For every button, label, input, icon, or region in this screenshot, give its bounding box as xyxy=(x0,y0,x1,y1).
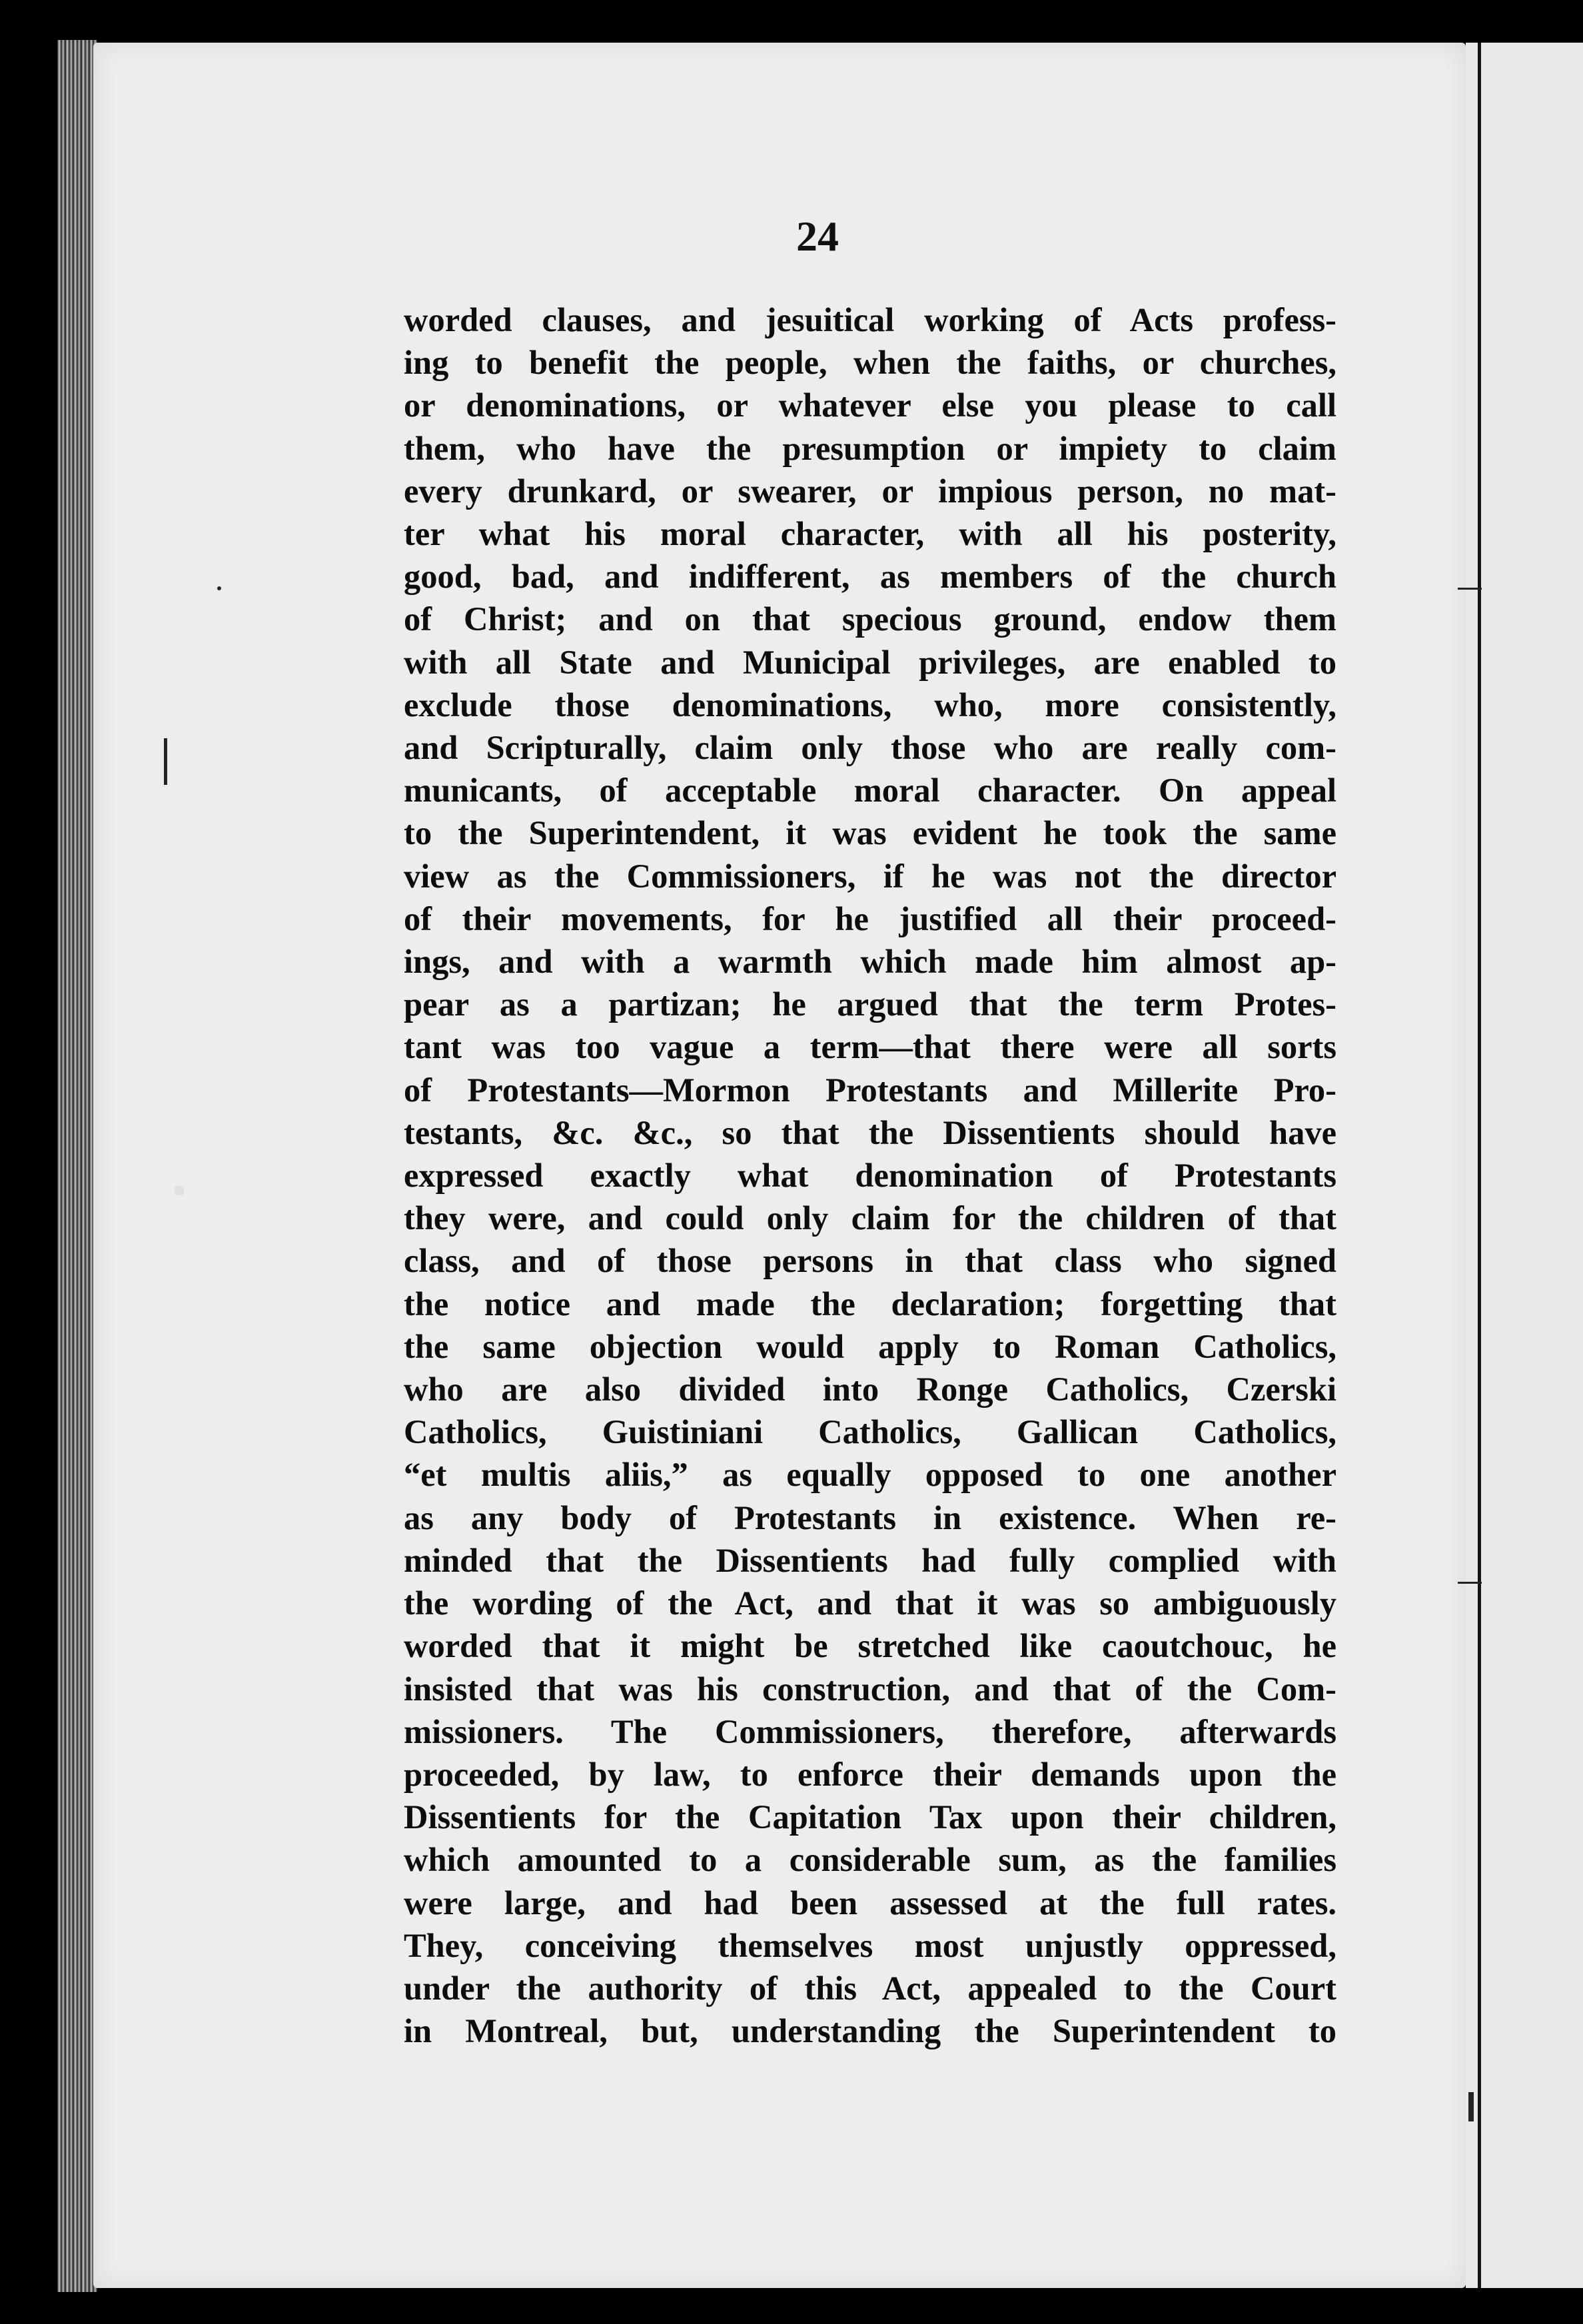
text-line: were large, and had been assessed at the full rates. xyxy=(404,1884,1336,1922)
text-line: in Montreal, but, understanding the Superintendent to xyxy=(404,2012,1336,2050)
text-line: who are also divided into Ronge Catholics, Czerski xyxy=(404,1371,1336,1409)
margin-mark xyxy=(217,586,221,590)
text-line: every drunkard, or swearer, or impious person, no mat- xyxy=(404,472,1336,510)
text-line: worded that it might be stretched like caoutchouc, he xyxy=(404,1627,1336,1665)
text-line: tant was too vague a term—that there were all sorts xyxy=(404,1028,1336,1066)
text-line: with all State and Municipal privileges, are enabled to xyxy=(404,643,1336,681)
text-line: the same objection would apply to Roman Catholics, xyxy=(404,1327,1336,1365)
margin-mark xyxy=(1468,2092,1474,2121)
text-line: “et multis aliis,” as equally opposed to one another xyxy=(404,1456,1336,1494)
page-edges xyxy=(57,40,97,2292)
margin-mark xyxy=(1458,588,1482,590)
margin-mark xyxy=(164,738,167,785)
text-line: worded clauses, and jesuitical working of Acts profess- xyxy=(404,301,1336,338)
text-line: good, bad, and indifferent, as members of the church xyxy=(404,558,1336,596)
text-line: the wording of the Act, and that it was so ambiguously xyxy=(404,1584,1336,1622)
text-line: exclude those denominations, who, more consistently, xyxy=(404,686,1336,724)
page-number: 24 xyxy=(796,213,839,260)
text-line: They, conceiving themselves most unjustly oppressed, xyxy=(404,1926,1336,1964)
text-line: under the authority of this Act, appealed to the Court xyxy=(404,1969,1336,2007)
margin-mark xyxy=(175,1186,184,1195)
text-line: or denominations, or whatever else you please to call xyxy=(404,386,1336,424)
text-line: of Christ; and on that specious ground, endow them xyxy=(404,600,1336,638)
text-line: Dissentients for the Capitation Tax upon their children, xyxy=(404,1798,1336,1836)
text-line: Catholics, Guistiniani Catholics, Gallican Catholics, xyxy=(404,1413,1336,1451)
text-line: view as the Commissioners, if he was not the director xyxy=(404,857,1336,895)
gutter-line xyxy=(1478,43,1481,2288)
text-line: and Scripturally, claim only those who are really com- xyxy=(404,729,1336,767)
body-text xyxy=(404,298,1336,2052)
text-line: ing to benefit the people, when the faiths, or churches, xyxy=(404,344,1336,382)
text-line: minded that the Dissentients had fully complied with xyxy=(404,1541,1336,1579)
text-line: which amounted to a considerable sum, as the families xyxy=(404,1841,1336,1879)
text-line: class, and of those persons in that class who signed xyxy=(404,1242,1336,1280)
text-line: of Protestants—Mormon Protestants and Millerite Pro- xyxy=(404,1071,1336,1109)
text-line: ings, and with a warmth which made him almost ap- xyxy=(404,943,1336,981)
text-line: testants, &c. &c., so that the Dissentients should have xyxy=(404,1113,1336,1151)
text-line: missioners. The Commissioners, therefore, afterwards xyxy=(404,1712,1336,1750)
text-line: as any body of Protestants in existence. When re- xyxy=(404,1498,1336,1536)
text-line: expressed exactly what denomination of Protestants xyxy=(404,1157,1336,1195)
text-line: of their movements, for he justified all their proceed- xyxy=(404,899,1336,937)
text-line: to the Superintendent, it was evident he took the same xyxy=(404,814,1336,852)
text-line: pear as a partizan; he argued that the term Protes- xyxy=(404,985,1336,1023)
text-line: proceeded, by law, to enforce their demands upon the xyxy=(404,1755,1336,1793)
text-line: they were, and could only claim for the children of that xyxy=(404,1199,1336,1237)
text-line: municants, of acceptable moral character. On appeal xyxy=(404,772,1336,810)
text-line: them, who have the presumption or impiety to claim xyxy=(404,429,1336,467)
facing-page-edge xyxy=(1466,43,1583,2288)
text-line: ter what his moral character, with all his posterity, xyxy=(404,515,1336,553)
margin-mark xyxy=(1458,1582,1482,1584)
text-line: insisted that was his construction, and that of the Com- xyxy=(404,1670,1336,1708)
text-line: the notice and made the declaration; forgetting that xyxy=(404,1285,1336,1323)
